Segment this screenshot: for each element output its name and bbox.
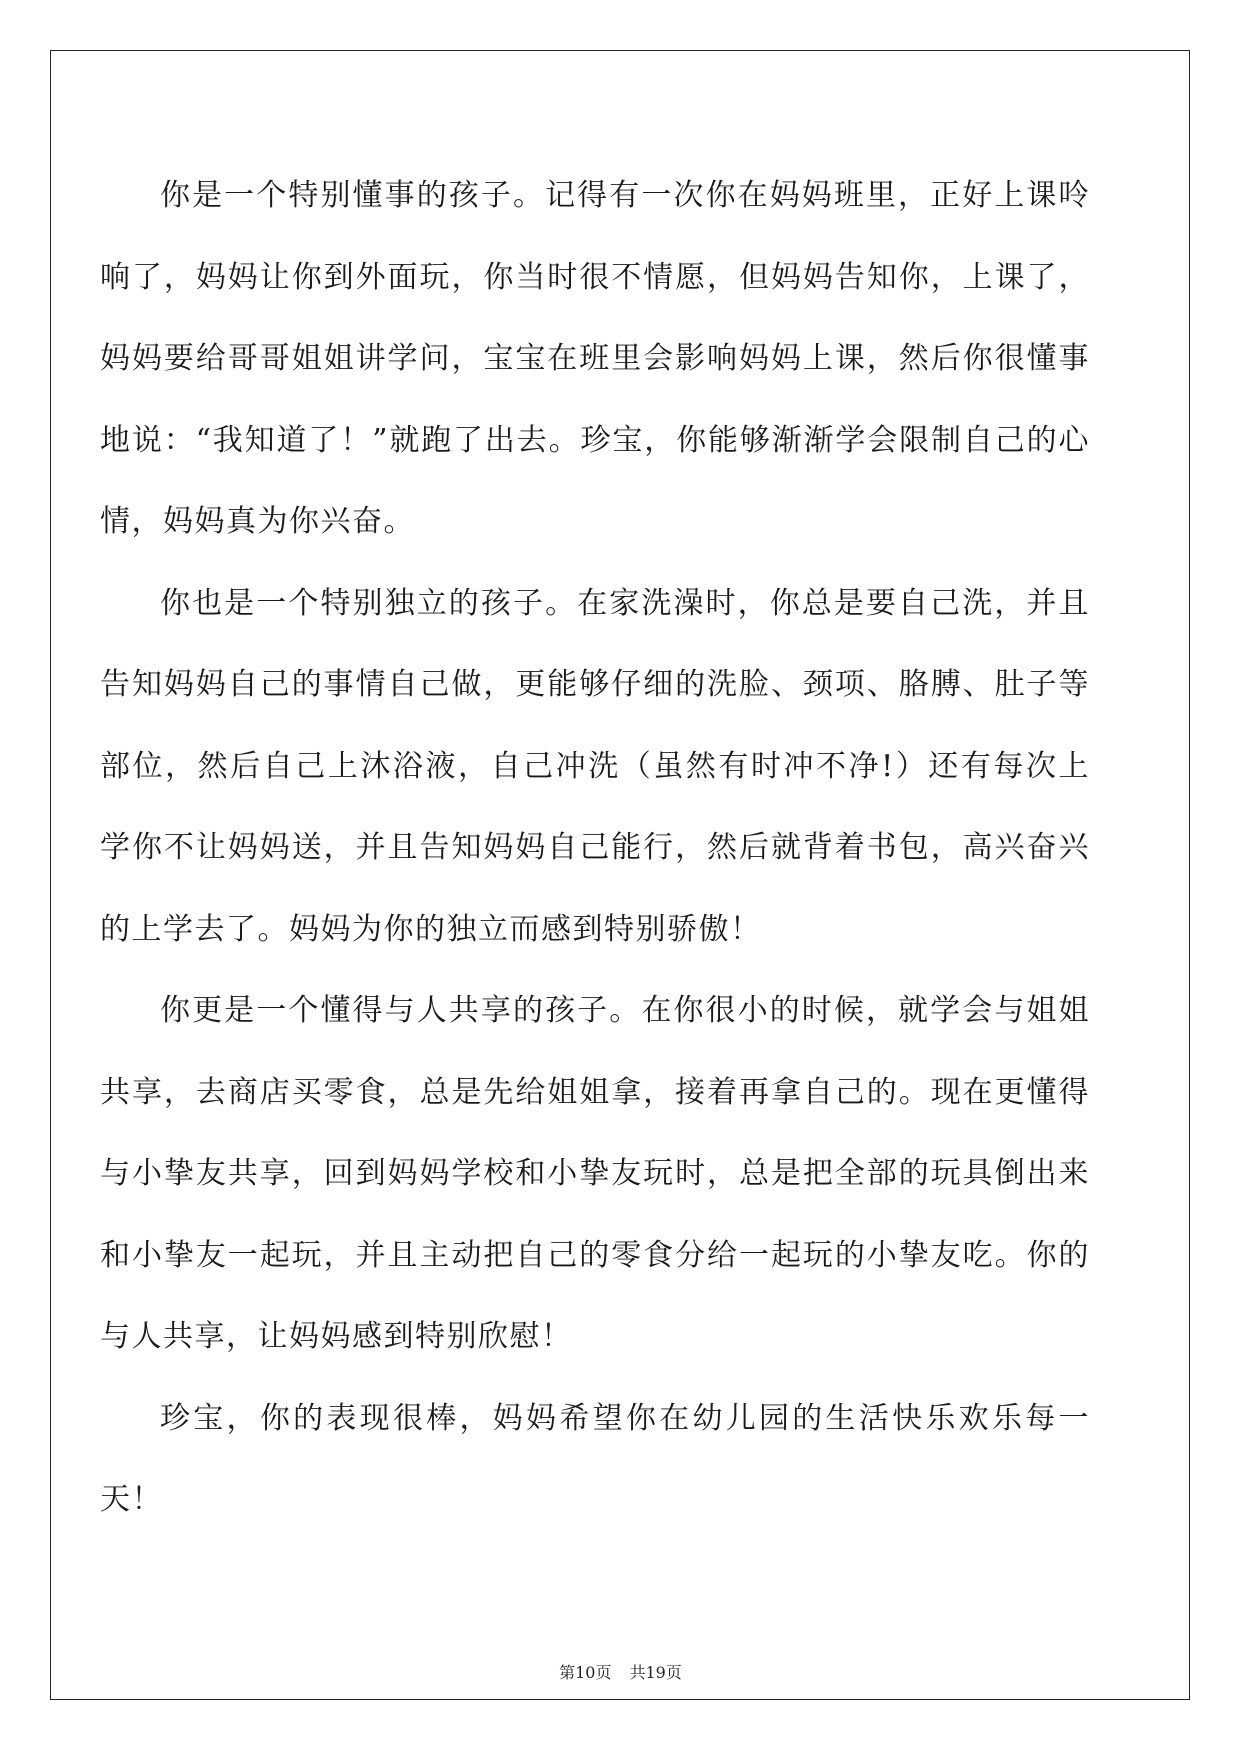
page-footer [0, 1660, 1241, 1683]
paragraph: 你更是一个懂得与人共享的孩子。在你很小的时候，就学会与姐姐共享，去商店买零食，总是先给姐姐拿，接着再拿自己的。现在更懂得与小挚友共享，回到妈妈学校和小挚友玩时，总是把全部的玩具倒出来和小挚友一起玩，并且主动把自己的零食分给一起玩的小挚友吃。你的与人共享，让妈妈感到特别欣慰！ [100, 993, 1090, 1354]
page-total: 共19页 [629, 1663, 682, 1682]
paragraph: 你也是一个特别独立的孩子。在家洗澡时，你总是要自己洗，并且告知妈妈自己的事情自己做，更能够仔细的洗脸、颈项、胳膊、肚子等部位，然后自己上沐浴液，自己冲洗（虽然有时冲不净!）还有每次上学你不让妈妈送，并且告知妈妈自己能行，然后就背着书包，高兴奋兴的上学去了。妈妈为你的独立而感到特别骄傲！ [100, 585, 1090, 947]
paragraph: 珍宝，你的表现很棒，妈妈希望你在幼儿园的生活快乐欢乐每一天！ [100, 1400, 1090, 1517]
paragraph: 你是一个特别懂事的孩子。记得有一次你在妈妈班里，正好上课呤响了，妈妈让你到外面玩，你当时很不情愿，但妈妈告知你，上课了，妈妈要给哥哥姐姐讲学问，宝宝在班里会影响妈妈上课，然后你很懂事地说：“我知道了！”就跑了出去。珍宝，你能够渐渐学会限制自己的心情，妈妈真为你兴奋。 [100, 178, 1090, 539]
document-body [100, 155, 1090, 1541]
page-number: 第10页 [559, 1663, 612, 1682]
